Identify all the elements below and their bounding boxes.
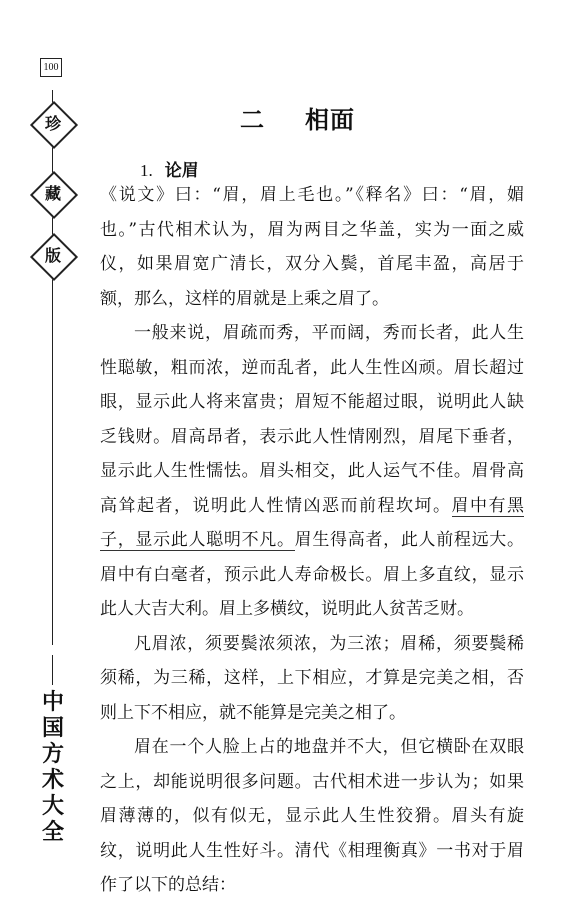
paragraph-4: 眉在一个人脸上占的地盘并不大，但它横卧在双眼之上，却能说明很多问题。古代相术进一步认为；如果眉薄薄的，似有似无，显示此人生性狡猾。眉头有旋纹，说明此人生性好斗。清代《相理衡真》一书对于眉作了以下的总结： <box>100 737 524 895</box>
page-number: 100 <box>40 58 62 77</box>
paragraph-2 <box>100 316 524 627</box>
book-title-char: 术 <box>41 768 64 793</box>
side-rule-bottom <box>52 655 53 685</box>
underlined-sentence: 眉中有黑子，显示此人聪明不凡。 <box>100 495 524 550</box>
side-badge-label: 珍 <box>44 114 61 133</box>
chapter-number: 二 <box>240 106 265 134</box>
section-title: 论眉 <box>164 161 199 181</box>
chapter-title <box>240 100 355 135</box>
book-title-vertical <box>40 690 66 846</box>
side-badge-label: 藏 <box>44 184 61 203</box>
paragraph-2-text: 一般来说，眉疏而秀，平而阔，秀而长者，此人生性聪敏，粗而浓，逆而乱者，此人生性凶顽。眉长超过眼，显示此人将来富贵；眉短不能超过眼，说明此人缺乏钱财。眉高昂者，表示此人性情刚烈，眉尾下垂者，显示此人生性懦怯。眉头相交，此人运气不佳。眉骨高高耸起者，说明此人性情凶恶而前程坎坷。 <box>100 323 524 516</box>
book-title-char: 全 <box>41 820 64 845</box>
paragraph-1: 《说文》曰：“眉，眉上毛也。”《释名》曰：“眉，媚也。”古代相术认为，眉为两目之华盖，实为一面之威仪，如果眉宽广清长，双分入鬓，首尾丰盈，高居于额，那么，这样的眉就是上乘之眉了。 <box>100 185 524 309</box>
side-badge-3 <box>33 236 73 276</box>
book-title-char: 方 <box>41 742 64 767</box>
side-badge-label: 版 <box>44 246 61 265</box>
chapter-name: 相面 <box>305 106 355 134</box>
paragraph-2-rest: 眉生得高者，此人前程远大。眉中有白毫者，预示此人寿命极长。眉上多直纹，显示此人大吉大利。眉上多横纹，说明此人贫苦乏财。 <box>100 530 525 619</box>
book-title-char: 国 <box>41 716 64 741</box>
book-title-char: 中 <box>41 690 64 715</box>
section-index: 1. <box>140 161 153 180</box>
side-badge-1 <box>33 104 73 144</box>
paragraph-3: 凡眉浓，须要鬓浓须浓，为三浓；眉稀，须要鬓稀须稀，为三稀，这样，上下相应，才算是完美之相，否则上下不相应，就不能算是完美之相了。 <box>100 633 524 723</box>
side-badge-2 <box>33 174 73 214</box>
body-text <box>100 178 524 903</box>
book-title-char: 大 <box>41 794 64 819</box>
